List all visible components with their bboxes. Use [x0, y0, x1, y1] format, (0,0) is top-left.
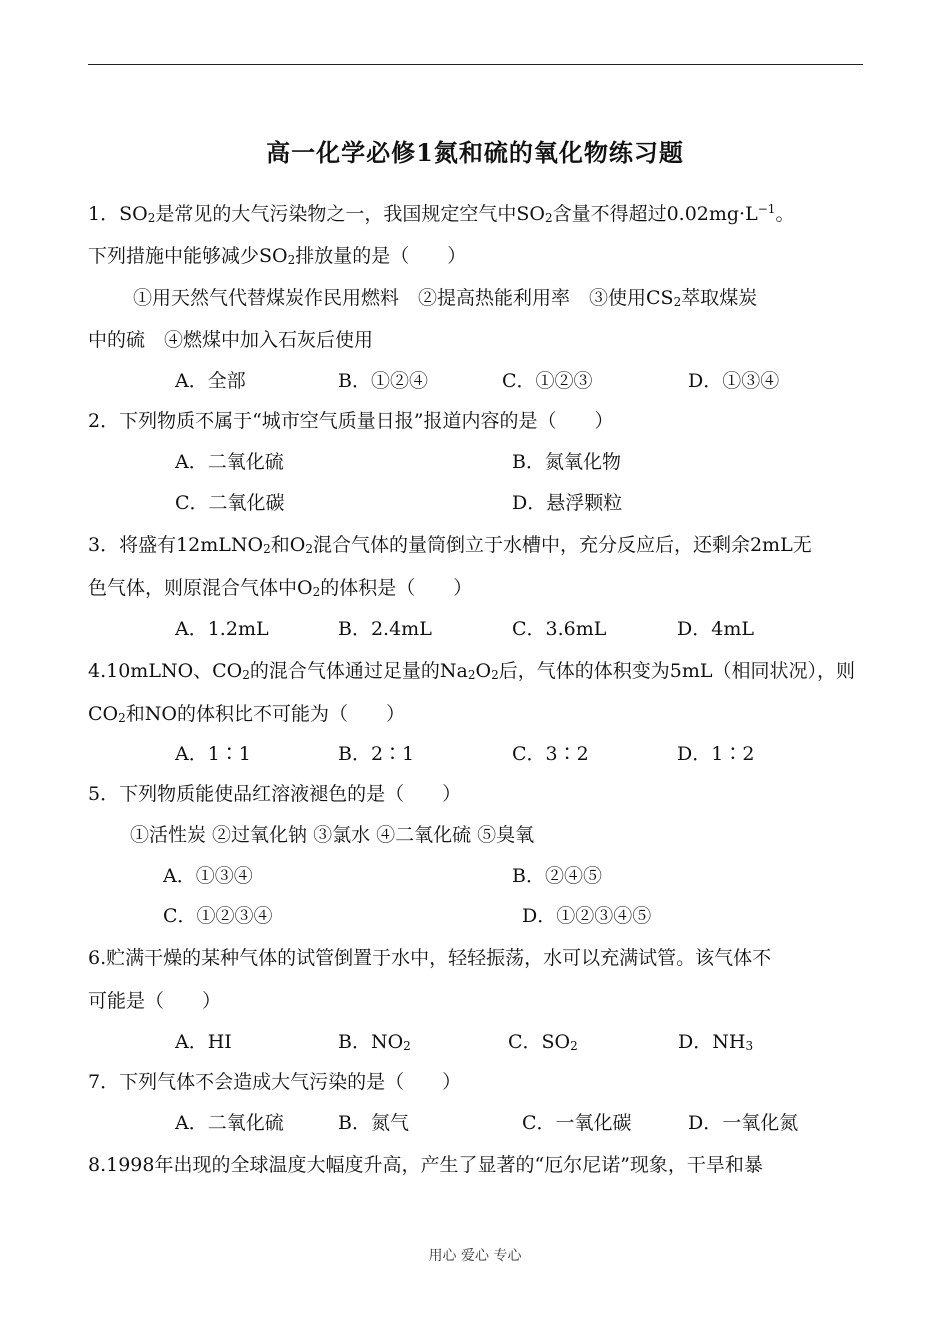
question-1-option-b: B．①②④ — [338, 370, 428, 392]
question-6-option-b: B．$NO_2$ — [338, 1031, 411, 1053]
question-1-line-1: 1．$SO_2$是常见的大气污染物之一，我国规定空气中$SO_2$含量不得超过$0.02mg\cdot L^{-1}$。 — [88, 202, 795, 225]
page-footer: 用心 爱心 专心 — [428, 1248, 522, 1264]
question-2-option-c: C．二氧化碳 — [175, 492, 285, 514]
question-3-option-c: C．3.6mL — [512, 618, 607, 640]
question-2-option-b: B．氮氧化物 — [512, 451, 621, 473]
header-rule — [88, 64, 863, 65]
question-6-line-1: 6.贮满干燥的某种气体的试管倒置于水中，轻轻振荡，水可以充满试管。该气体不 — [88, 947, 772, 969]
question-2-option-d: D．悬浮颗粒 — [512, 492, 623, 514]
question-1-option-d: D．①③④ — [688, 370, 780, 392]
question-7-option-a: A．二氧化硫 — [175, 1112, 284, 1134]
question-1-line-3: ①用天然气代替煤炭作民用燃料 ②提高热能利用率 ③使用$CS_2$萃取煤炭 — [133, 287, 758, 309]
question-5-option-a: A．①③④ — [163, 865, 253, 887]
question-6-option-a: A．HI — [175, 1031, 232, 1053]
question-4-option-c: C．3∶2 — [512, 743, 589, 765]
question-7-line-1: 7．下列气体不会造成大气污染的是（ ） — [88, 1071, 462, 1093]
question-5-option-c: C．①②③④ — [163, 905, 273, 927]
question-7-option-d: D．一氧化氮 — [688, 1112, 799, 1134]
question-4-option-a: A．1∶1 — [175, 743, 251, 765]
question-7-option-c: C．一氧化碳 — [522, 1112, 632, 1134]
question-4-option-b: B．2∶1 — [338, 743, 415, 765]
question-6-line-2: 可能是（ ） — [88, 990, 222, 1012]
question-1-option-a: A．全部 — [175, 370, 246, 392]
question-3-line-1: 3．将盛有12mLNO$_2$和$O_2$混合气体的量筒倒立于水槽中，充分反应后，还剩余2mL无 — [88, 534, 812, 556]
question-6-option-d: D．$NH_3$ — [678, 1031, 754, 1053]
question-5-items: ①活性炭 ②过氧化钠 ③氯水 ④二氧化硫 ⑤臭氧 — [130, 824, 535, 846]
question-5-option-b: B．②④⑤ — [512, 865, 602, 887]
page-title: 高一化学必修1氮和硫的氧化物练习题 — [266, 138, 684, 167]
question-4-line-1: 4.10mLNO、$CO_2$的混合气体通过足量的$Na_2O_2$后，气体的体积变为5mL（相同状况），则 — [88, 660, 855, 682]
question-4-option-d: D．1∶2 — [677, 743, 755, 765]
question-3-option-a: A．1.2mL — [175, 618, 269, 640]
question-1-line-2: 下列措施中能够减少$SO_2$排放量的是（ ） — [88, 245, 467, 267]
question-3-option-d: D．4mL — [677, 618, 754, 640]
question-4-line-2: $CO_2$和NO的体积比不可能为（ ） — [88, 703, 405, 725]
question-3-line-2: 色气体，则原混合气体中$O_2$的体积是（ ） — [88, 577, 473, 599]
question-2-line-1: 2．下列物质不属于“城市空气质量日报”报道内容的是（ ） — [88, 410, 614, 432]
question-5-line-1: 5．下列物质能使品红溶液褪色的是（ ） — [88, 783, 462, 805]
question-7-option-b: B．氮气 — [338, 1112, 409, 1134]
question-2-option-a: A．二氧化硫 — [175, 451, 284, 473]
question-3-option-b: B．2.4mL — [338, 618, 432, 640]
question-8-line-1: 8.1998年出现的全球温度大幅度升高，产生了显著的“厄尔尼诺”现象，干旱和暴 — [88, 1154, 763, 1176]
question-5-option-d: D．①②③④⑤ — [522, 905, 652, 927]
question-6-option-c: C．$SO_2$ — [508, 1031, 578, 1053]
question-1-line-4: 中的硫 ④燃煤中加入石灰后使用 — [88, 329, 374, 351]
question-1-option-c: C．①②③ — [502, 370, 593, 392]
